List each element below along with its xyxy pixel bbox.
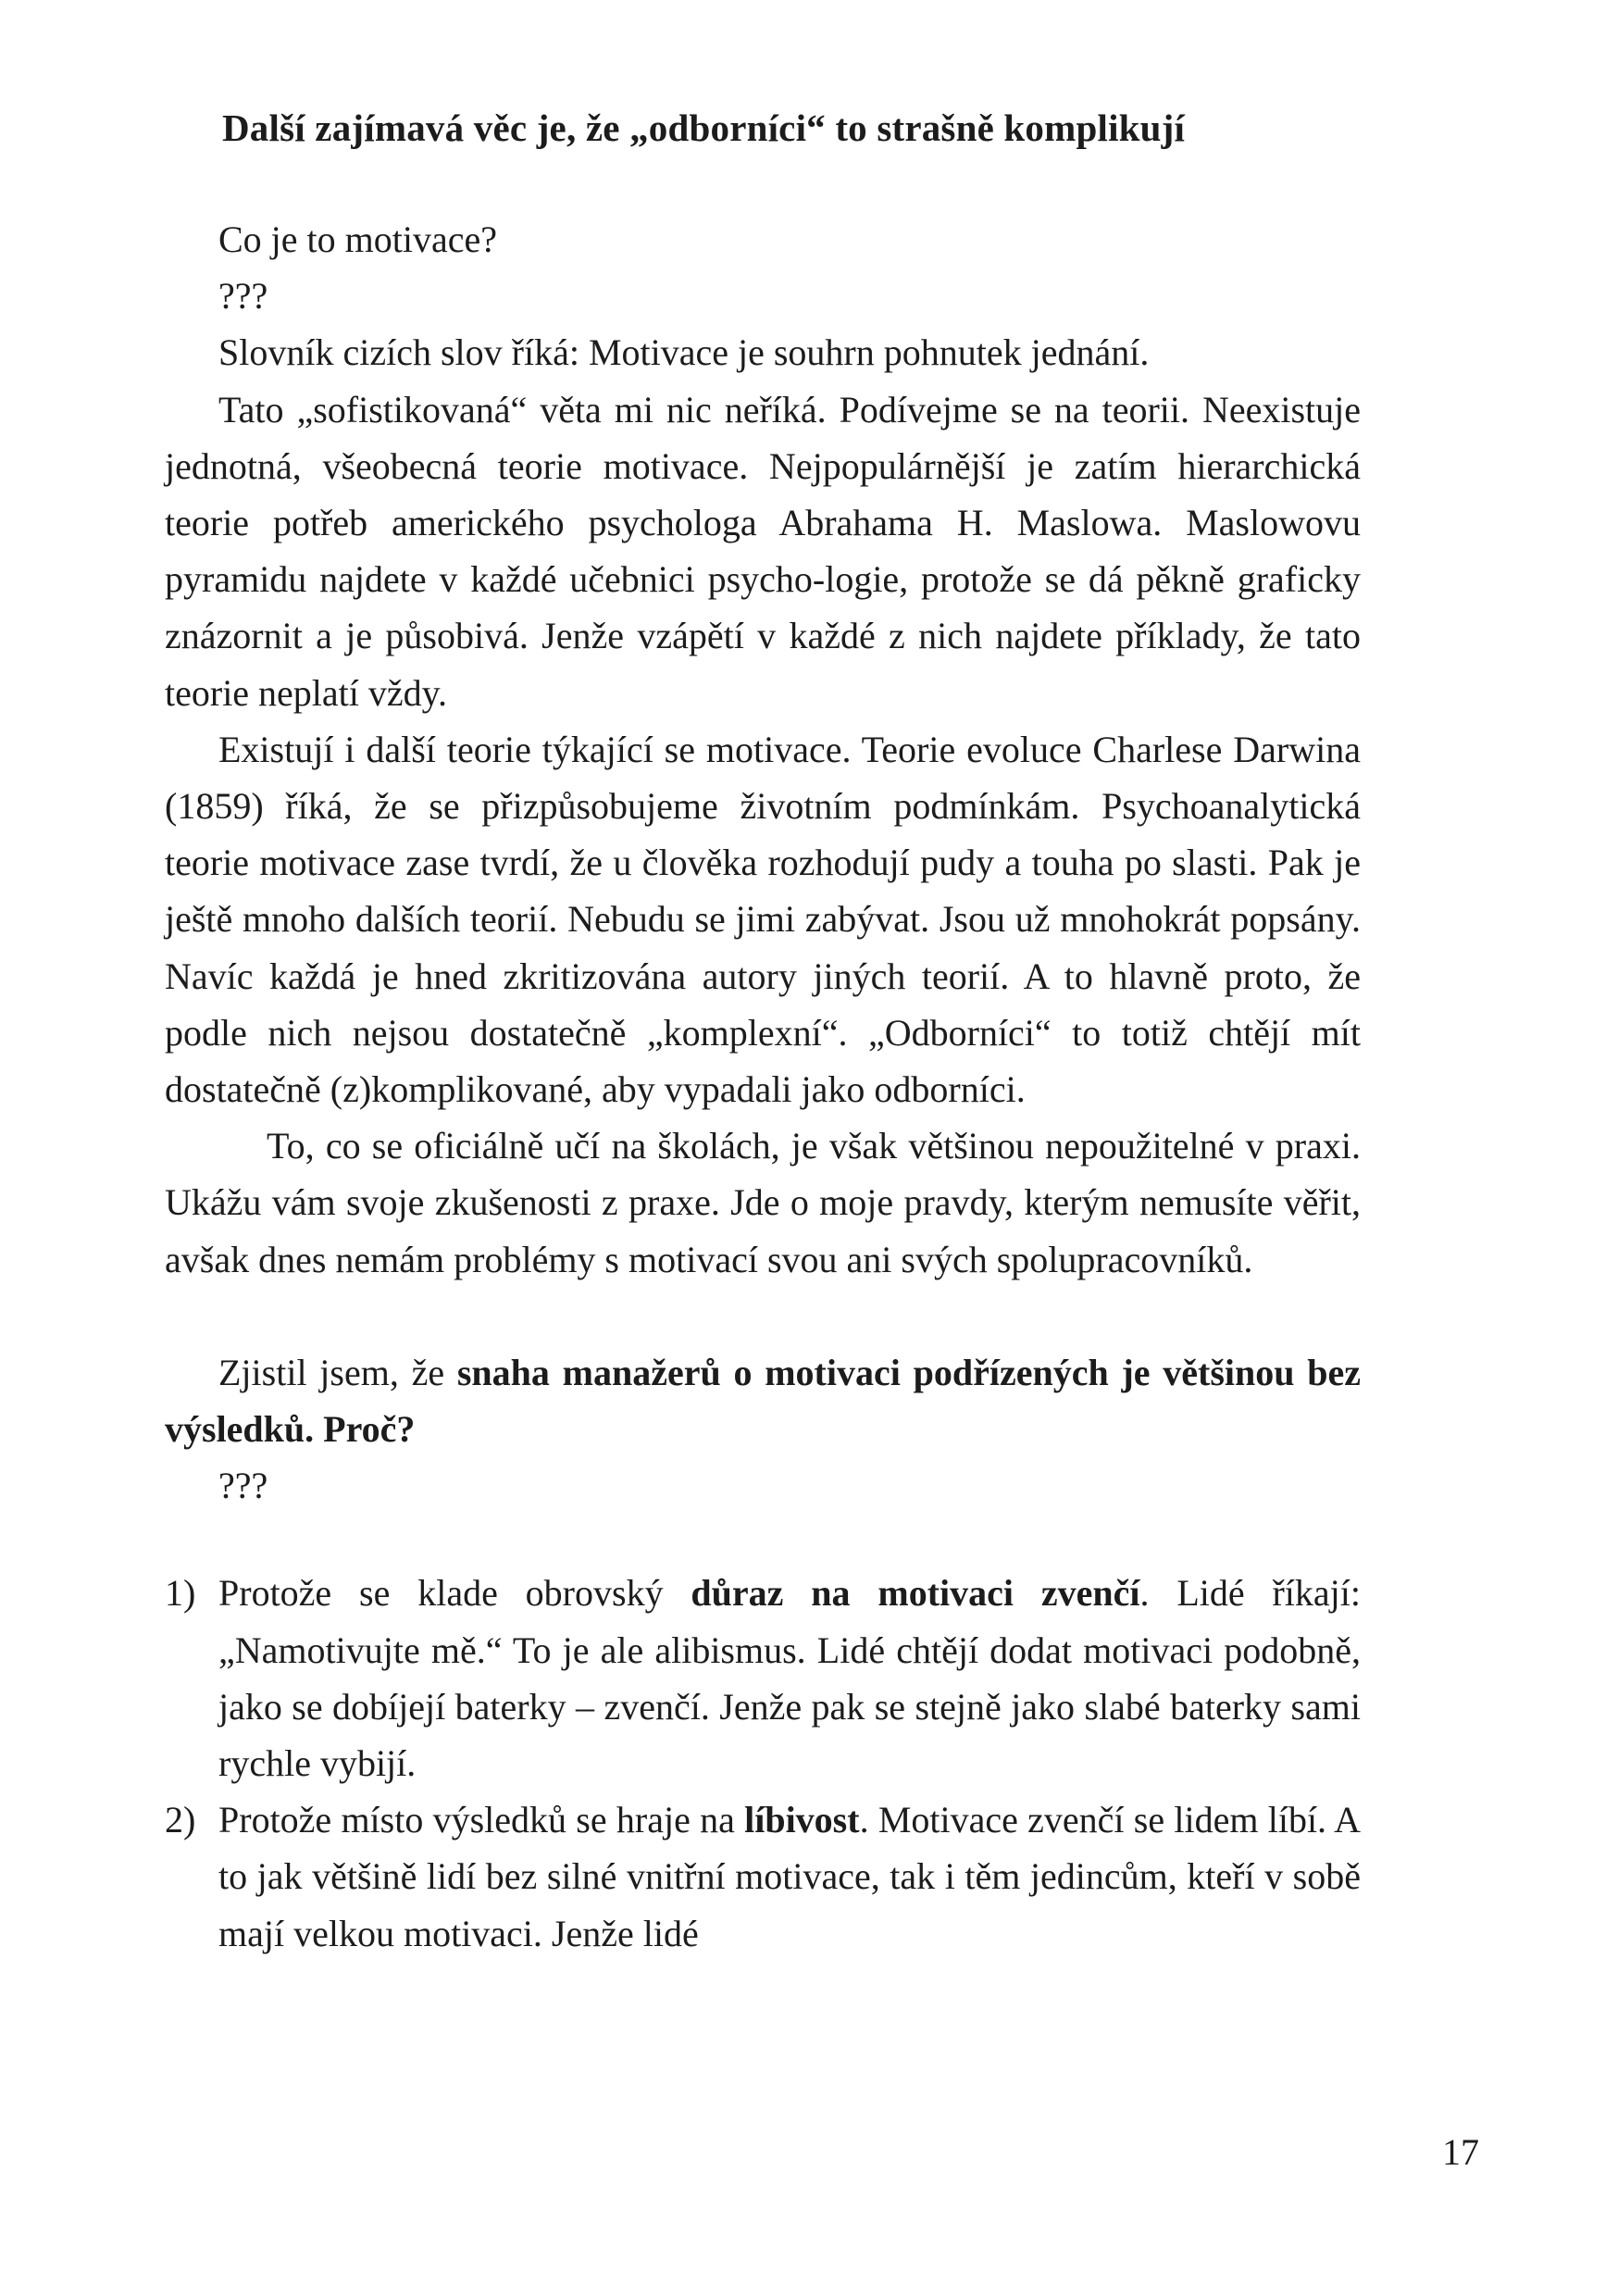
paragraph: Existují i další teorie týkající se motivace. Teorie evoluce Charlese Darwina (1859) říká, že se přizpůsobujeme životním podmínkám. Psychoanalytická teorie motivace zase tvrdí, že u člověka rozhodují pudy a touha po slasti. Pak je ještě mnoho dalších teorií. Nebudu se jimi zabývat. Jsou už mnohokrát popsány. Navíc každá je hned zkritizována autory jiných teorií. A to hlavně proto, že podle nich nejsou dostatečně „komplexní“. „Odborníci“ to totiž chtějí mít dostatečně (z)komplikované, aby vypadali jako odborníci. <box>165 728 1361 1111</box>
paragraph: Tato „sofistikovaná“ věta mi nic neříká. Podívejme se na teorii. Neexistuje jednotná, všeobecná teorie motivace. Nejpopulárnější je zatím hierarchická teorie potřeb amerického psychologa Abrahama H. Maslowa. Maslowovu pyramidu najdete v každé učebnici psycho-logie, protože se dá pěkně graficky znázornit a je působivá. Jenže vzápětí v každé z nich najdete příklady, že tato teorie neplatí vždy. <box>165 388 1361 714</box>
list-number: 1) <box>165 1572 196 1615</box>
paragraph: ??? <box>218 275 268 318</box>
paragraph: Slovník cizích slov říká: Motivace je souhrn pohnutek jednání. <box>218 331 1150 374</box>
list-item-text: Protože místo výsledků se hraje na <box>218 1799 745 1841</box>
body-text <box>165 211 1361 1962</box>
paragraph: Co je to motivace? <box>218 218 498 260</box>
spacer <box>165 1514 1361 1565</box>
emphasis-text: důraz na motivaci zvenčí <box>691 1572 1140 1615</box>
paragraph: ??? <box>218 1465 268 1507</box>
list-item <box>165 1565 1361 1791</box>
list-item-text: . Motivace zvenčí se lidem líbí. A to jak většině lidí bez silné vnitřní motivace, tak i těm jedincům, kteří v sobě mají velkou motivaci. Jenže lidé <box>218 1799 1361 1954</box>
emphasis-text: snaha manažerů o motivaci podřízených je většinou bez výsledků. Proč? <box>165 1351 1361 1451</box>
numbered-list <box>165 1565 1361 1961</box>
paragraph: To, co se oficiálně učí na školách, je však většinou nepoužitelné v praxi. Ukážu vám svoje zkušenosti z praxe. Jde o moje pravdy, kterým nemusíte věřit, avšak dnes nemám problémy s motivací svou ani svých spolupracovníků. <box>165 1125 1361 1280</box>
section-heading: Další zajímavá věc je, že „odborníci“ to strašně komplikují <box>222 106 1186 149</box>
list-number: 2) <box>165 1799 196 1841</box>
list-item <box>165 1791 1361 1962</box>
spacer <box>165 1288 1361 1344</box>
list-item-text: . Lidé říkají: „Namotivujte mě.“ To je ale alibismus. Lidé chtějí dodat motivaci podobně, jako se dobíjejí baterky – zvenčí. Jenže pak se stejně jako slabé baterky sami rychle vybijí. <box>218 1572 1361 1785</box>
paragraph-text: Zjistil jsem, že <box>218 1351 457 1393</box>
list-item-text: Protože se klade obrovský <box>218 1572 691 1615</box>
emphasis-text: líbivost <box>744 1799 860 1841</box>
paragraph-with-emphasis <box>165 1344 1361 1457</box>
page-number: 17 <box>1442 2131 1479 2173</box>
